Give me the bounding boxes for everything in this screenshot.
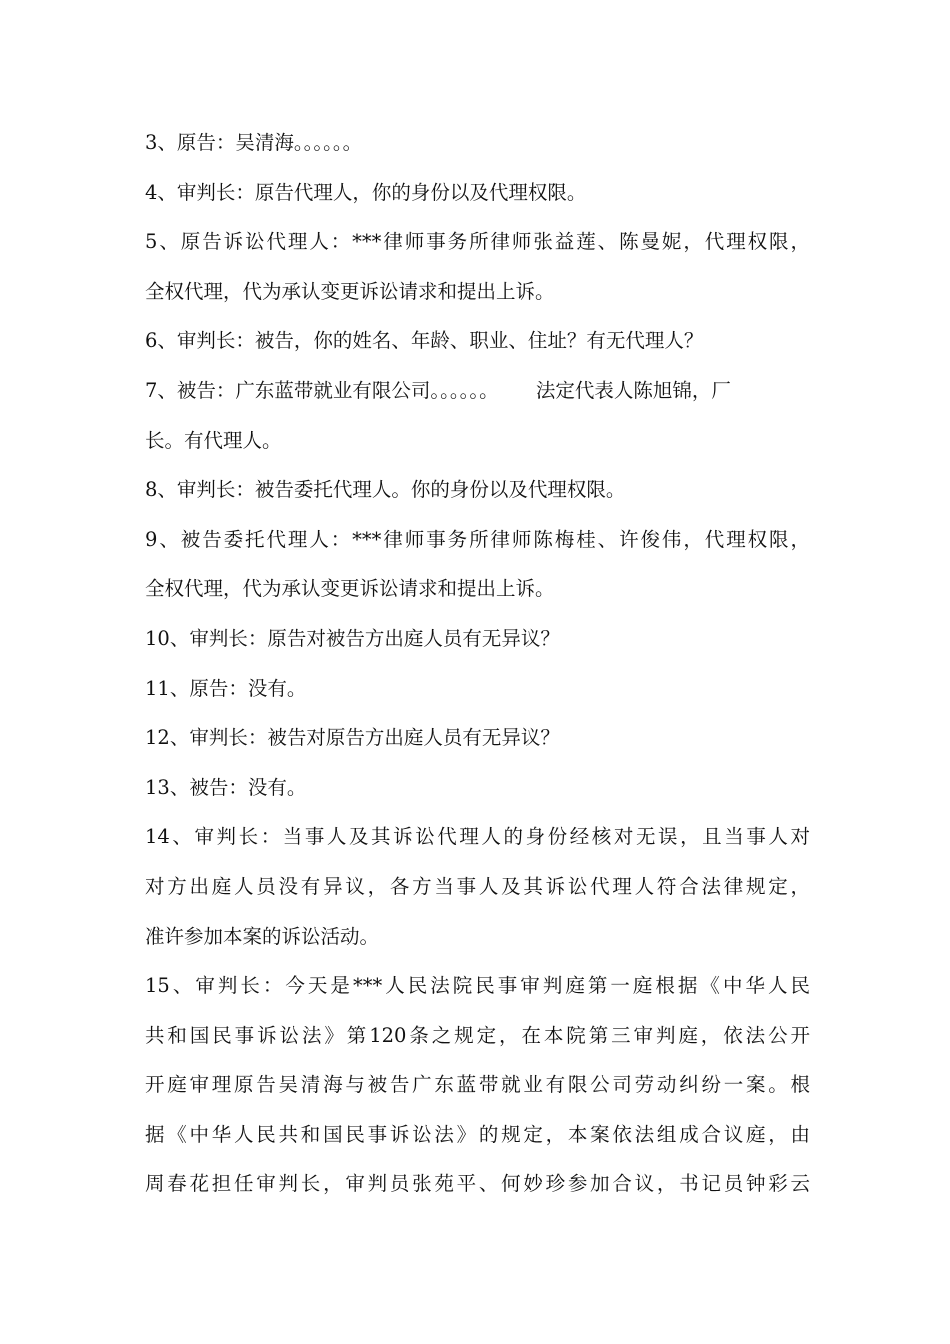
text-line: 4、审判长：原告代理人，你的身份以及代理权限。 — [145, 180, 587, 204]
text-line: 12、审判长：被告对原告方出庭人员有无异议？ — [145, 726, 560, 750]
text-line: 7、被告：广东蓝带就业有限公司。。。。。。 法定代表人陈旭锦，厂 — [145, 378, 731, 402]
transcript-body — [145, 118, 810, 1209]
text-line: 共和国民事诉讼法》第120条之规定，在本院第三审判庭，依法公开 — [145, 1023, 810, 1047]
text-line: 开庭审理原告吴清海与被告广东蓝带就业有限公司劳动纠纷一案。根 — [145, 1073, 810, 1097]
text-line: 全权代理，代为承认变更诉讼请求和提出上诉。 — [145, 577, 555, 601]
text-line: 全权代理，代为承认变更诉讼请求和提出上诉。 — [145, 279, 555, 303]
text-line: 5、原告诉讼代理人：***律师事务所律师张益莲、陈曼妮，代理权限， — [145, 230, 810, 254]
text-line: 6、审判长：被告，你的姓名、年龄、职业、住址？有无代理人？ — [145, 329, 704, 353]
text-line: 周春花担任审判长，审判员张苑平、何妙珍参加合议，书记员钟彩云 — [145, 1172, 810, 1196]
text-line: 14、审判长：当事人及其诉讼代理人的身份经核对无误，且当事人对 — [145, 825, 810, 849]
text-line: 对方出庭人员没有异议，各方当事人及其诉讼代理人符合法律规定， — [145, 874, 810, 898]
text-line: 13、被告：没有。 — [145, 775, 307, 799]
text-line: 11、原告：没有。 — [145, 676, 307, 700]
text-line: 长。有代理人。 — [145, 428, 282, 452]
text-line: 准许参加本案的诉讼活动。 — [145, 924, 380, 948]
text-line: 8、审判长：被告委托代理人。你的身份以及代理权限。 — [145, 478, 626, 502]
text-line: 9、被告委托代理人：***律师事务所律师陈梅桂、许俊伟，代理权限， — [145, 527, 810, 551]
text-line: 3、原告：吴清海。。。。。。 — [145, 131, 363, 154]
text-line: 10、审判长：原告对被告方出庭人员有无异议？ — [145, 626, 560, 650]
text-line: 据《中华人民共和国民事诉讼法》的规定，本案依法组成合议庭，由 — [145, 1122, 810, 1146]
text-line: 15、审判长：今天是***人民法院民事审判庭第一庭根据《中华人民 — [145, 974, 810, 998]
